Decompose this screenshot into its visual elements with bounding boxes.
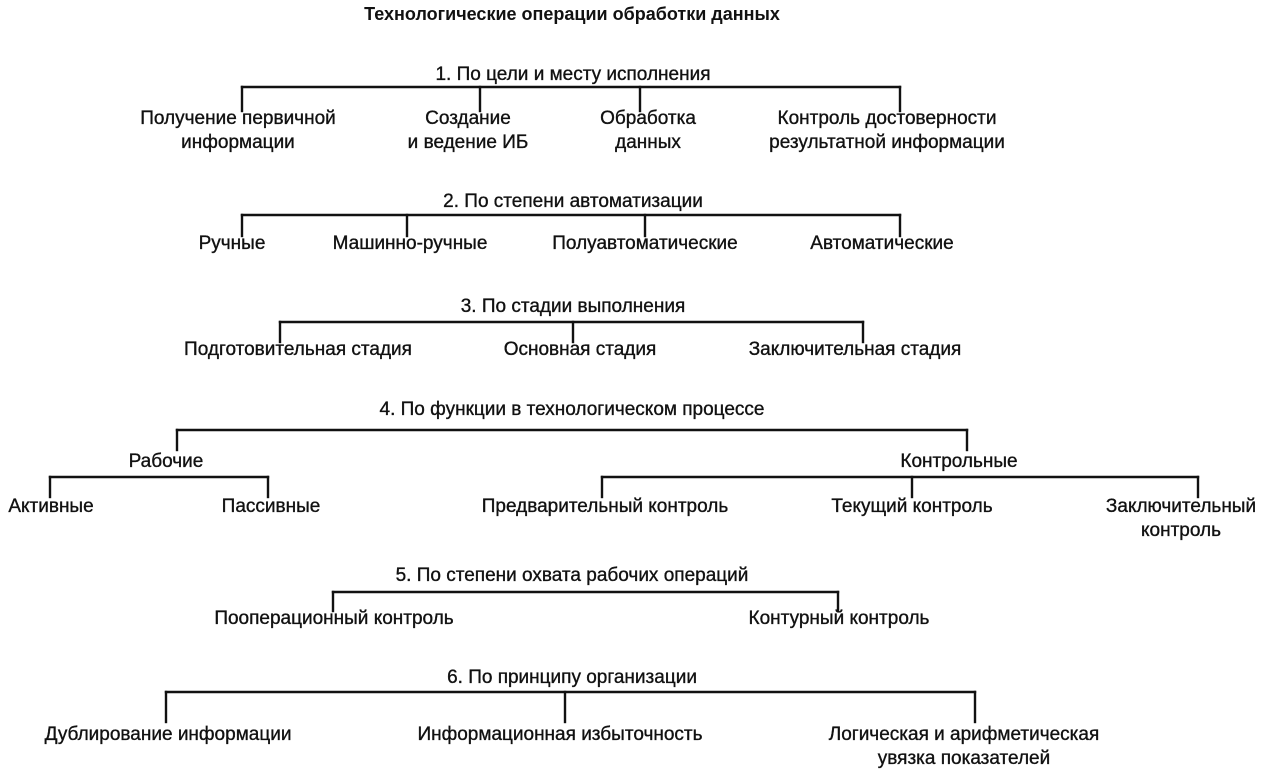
g3-item-main: Основная стадия: [503, 339, 657, 360]
g4-working-passive: Пассивные: [221, 496, 321, 517]
g5-item-per-operation: Пооперационный контроль: [214, 608, 454, 629]
g4-control-label: Контрольные: [900, 451, 1018, 472]
bracket-g6: [166, 692, 975, 722]
g4-control-preliminary: Предварительный контроль: [481, 496, 729, 517]
g2-heading: 2. По степени автоматизации: [443, 191, 703, 212]
g1-item-primary-info: Получение первичной информации: [140, 108, 336, 153]
bracket-g4-working: [50, 477, 268, 497]
g6-heading: 6. По принципу организации: [447, 667, 697, 688]
g2-item-auto: Автоматические: [810, 233, 954, 254]
g2-item-manual: Ручные: [198, 233, 266, 254]
bracket-g4: [177, 430, 967, 450]
g3-item-final: Заключительная стадия: [748, 339, 962, 360]
g6-item-duplication: Дублирование информации: [44, 724, 292, 745]
g5-item-contour: Контурный контроль: [748, 608, 930, 629]
g3-heading: 3. По стадии выполнения: [460, 296, 686, 317]
g4-control-final: Заключительный контроль: [1105, 496, 1257, 541]
g3-item-preparatory: Подготовительная стадия: [184, 339, 412, 360]
g1-item-data-processing: Обработка данных: [600, 108, 696, 153]
g5-heading: 5. По степени охвата рабочих операций: [395, 565, 749, 586]
g4-control-current: Текущий контроль: [831, 496, 993, 517]
g1-heading: 1. По цели и месту исполнения: [435, 64, 711, 85]
g4-working-label: Рабочие: [128, 451, 204, 472]
g2-item-semi-auto: Полуавтоматические: [552, 233, 738, 254]
g1-item-result-control: Контроль достоверности результатной информации: [769, 108, 1005, 153]
g4-working-active: Активные: [8, 496, 94, 517]
g1-item-create-ib: Создание и ведение ИБ: [407, 108, 529, 153]
g6-item-logical-linkage: Логическая и арифметическая увязка показателей: [828, 724, 1100, 769]
g6-item-redundancy: Информационная избыточность: [417, 724, 703, 745]
g4-heading: 4. По функции в технологическом процессе: [379, 399, 765, 420]
bracket-g4-control: [602, 477, 1198, 497]
g2-item-machine-manual: Машинно-ручные: [332, 233, 488, 254]
diagram-title: Технологические операции обработки данных: [364, 4, 780, 24]
